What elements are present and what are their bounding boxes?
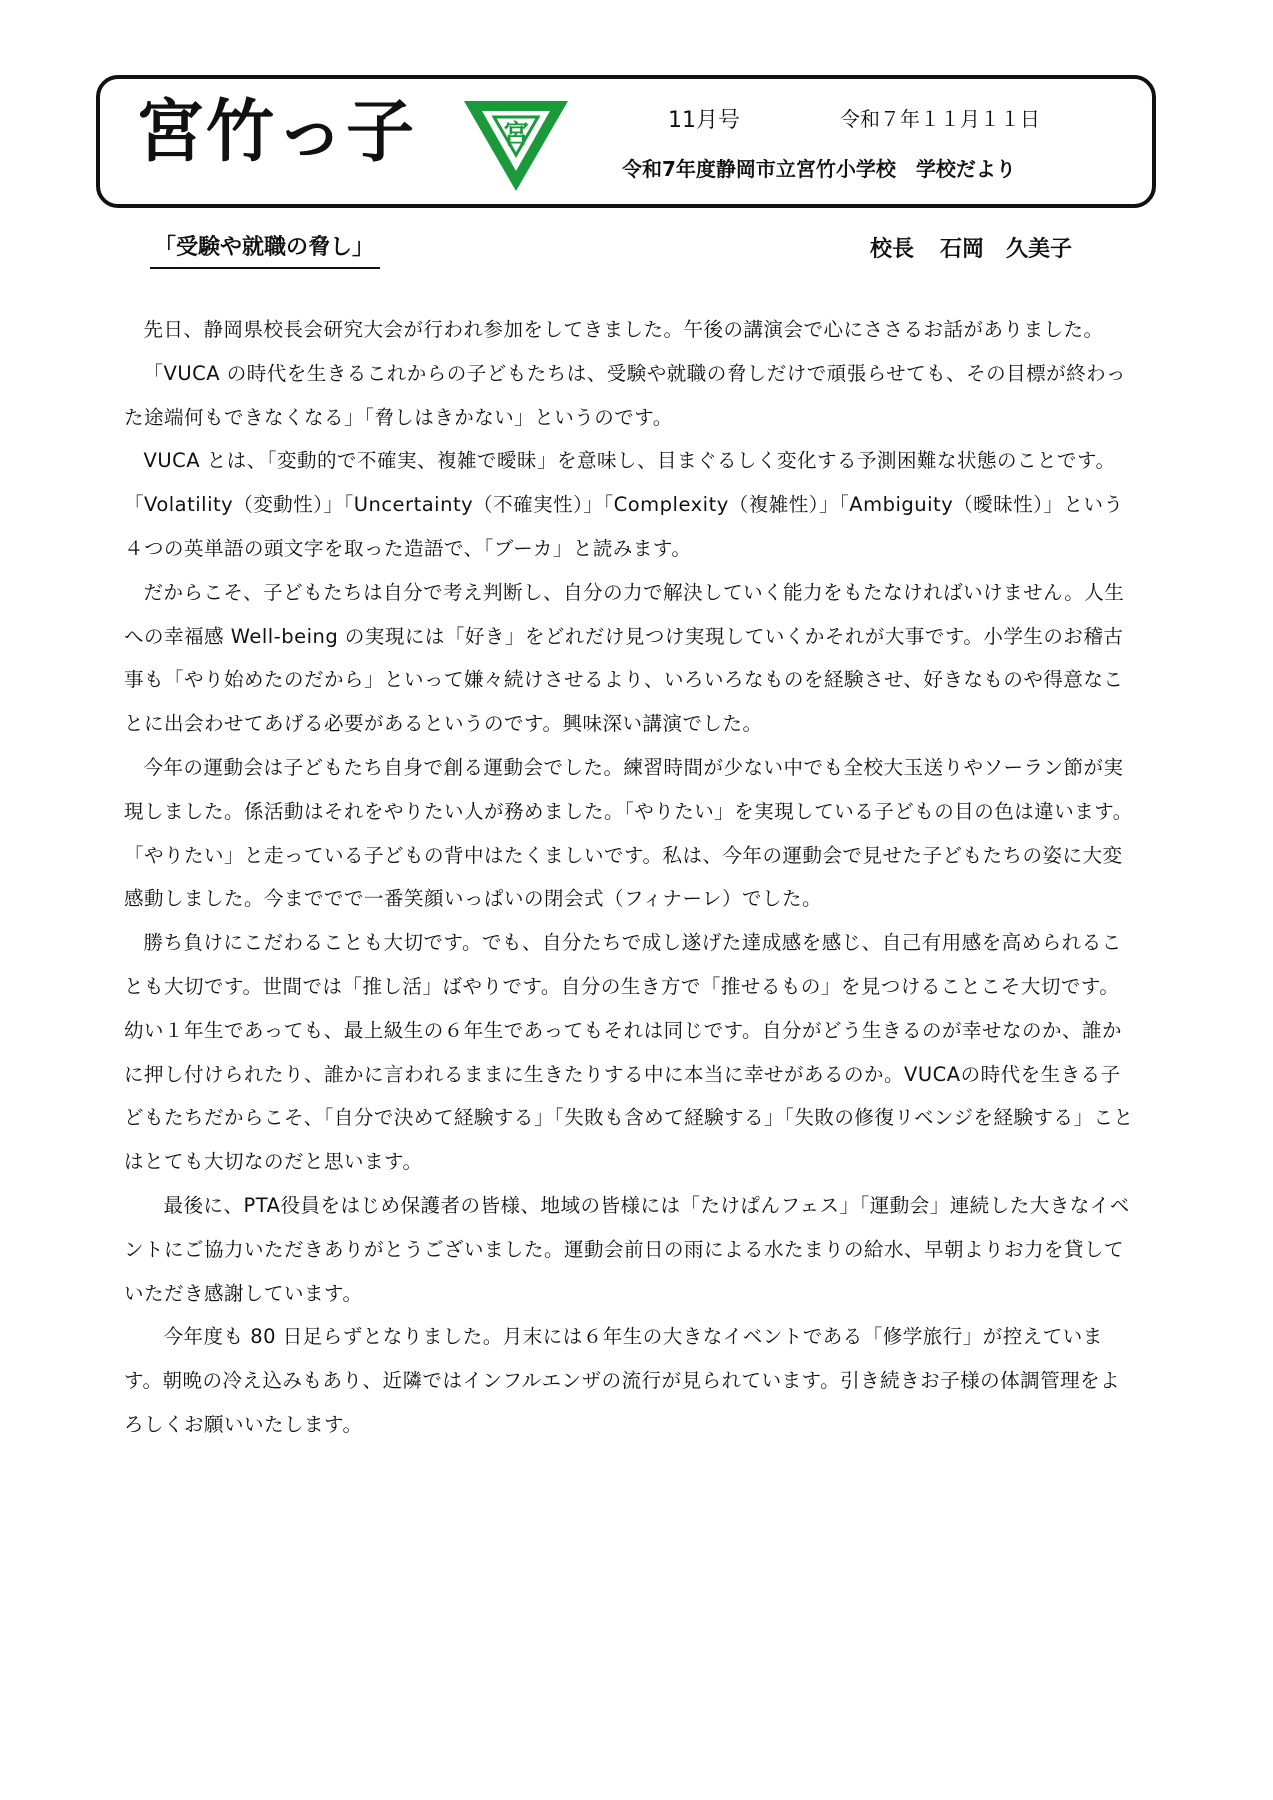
paragraph: 勝ち負けにこだわることも大切です。でも、自分たちで成し遂げた達成感を感じ、自己有用感を高められることも大切です。世間では「推し活」ばやりです。自分の生き方で「推せるもの」を見つけることこそ大切です。幼い１年生であっても、最上級生の６年生であってもそれは同じです。自分がどう生きるのが幸せなのか、誰かに押し付けられたり、誰かに言われるままに生きたりする中に本当に幸せがあるのか。VUCAの時代を生きる子どもたちだからこそ、「自分で決めて経験する」「失敗も含めて経験する」「失敗の修復リベンジを経験する」ことはとても大切なのだと思います。: [124, 931, 1134, 1174]
author-role: 校長: [870, 237, 915, 262]
paragraph: 今年の運動会は子どもたち自身で創る運動会でした。練習時間が少ない中でも全校大玉送りやソーラン節が実現しました。係活動はそれをやりたい人が務めました。「やりたい」を実現している子どもの目の色は違います。「やりたい」と走っている子どもの背中はたくましいです。私は、今年の運動会で見せた子どもたちの姿に大変感動しました。今まででで一番笑顔いっぱいの閉会式（フィナーレ）でした。: [124, 755, 1133, 911]
article-title: 「受験や就職の脅し」: [150, 230, 380, 269]
newsletter-title: 宮竹っ子: [136, 93, 417, 172]
masthead-box: [96, 75, 1156, 208]
paragraph: 今年度も 80 日足らずとなりました。月末には６年生の大きなイベントである「修学旅行」が控えています。朝晩の冷え込みもあり、近隣ではインフルエンザの流行が見られています。引き続きお子様の体調管理をよろしくお願いいたします。: [124, 1325, 1121, 1436]
paragraph: 最後に、PTA役員をはじめ保護者の皆様、地域の皆様には「たけぱんフェス」「運動会」連続した大きなイベントにご協力いただきありがとうございました。運動会前日の雨による水たまりの給水、早朝よりお力を貸していただき感謝しています。: [124, 1193, 1130, 1305]
school-logo-icon: [460, 95, 572, 195]
paragraph: だからこそ、子どもたちは自分で考え判断し、自分の力で解決していく能力をもたなければいけません。人生への幸福感 Well-being の実現には「好き」をどれだけ見つけ実現していくかそれが大事です。小学生のお稽古事も「やり始めたのだから」といって嫌々続けさせるより、いろいろなものを経験させ、好きなものや得意なことに出会わせてあげる必要があるというのです。興味深い講演でした。: [124, 580, 1125, 736]
logo-character: 宮: [502, 120, 530, 150]
author-line: [870, 232, 1098, 263]
issue-date: 令和７年１１月１１日: [840, 107, 1040, 131]
paragraph: 「VUCA の時代を生きるこれからの子どもたちは、受験や就職の脅しだけで頑張らせても、その目標が終わった途端何もできなくなる」「脅しはきかない」というのです。: [124, 361, 1126, 429]
issue-label: 11月号: [668, 108, 740, 133]
school-name: 令和7年度静岡市立宮竹小学校 学校だより: [622, 157, 1016, 181]
article-body: [124, 308, 1136, 1447]
author-name: 石岡 久美子: [940, 237, 1073, 262]
paragraph: VUCA とは、「変動的で不確実、複雑で曖昧」を意味し、目まぐるしく変化する予測困難な状態のことです。「Volatility（変動性）」「Uncertainty（不確実性）」「Complexity（複雑性）」「Ambiguity（曖昧性）」という４つの英単語の頭文字を取った造語で、「ブーカ」と読みます。: [124, 449, 1124, 560]
paragraph: 先日、静岡県校長会研究大会が行われ参加をしてきました。午後の講演会で心にささるお話がありました。: [143, 318, 1104, 341]
